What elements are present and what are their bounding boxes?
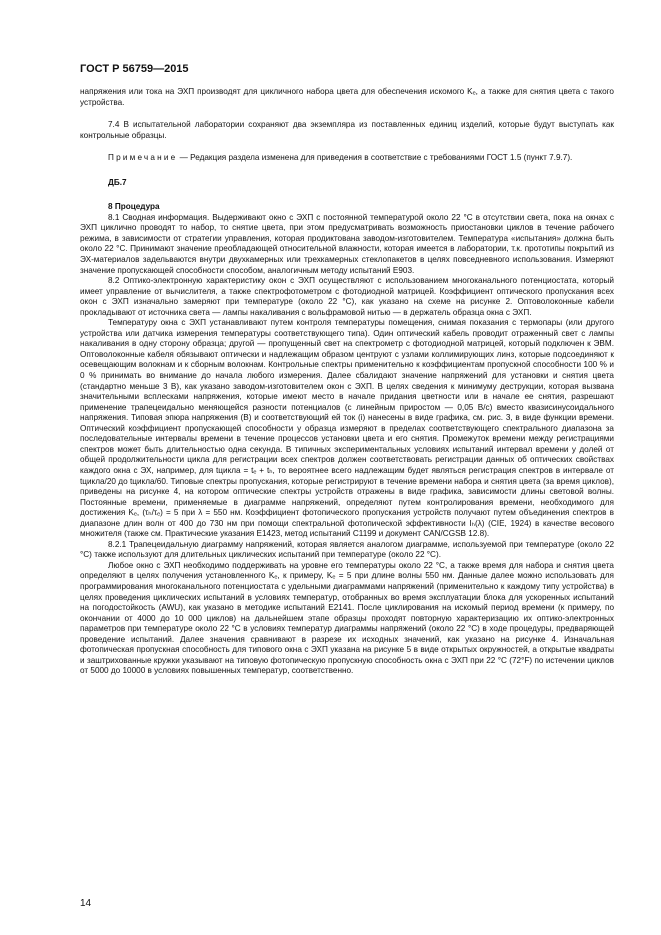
section-heading-procedure: 8 Процедура [108, 202, 160, 212]
paragraph-7-4: 7.4 В испытательной лаборатории сохраняют два экземпляра из поставленных единиц изделий, которые будут выступать как контрольные образцы. [80, 120, 614, 140]
page-header-standard-title: ГОСТ Р 56759—2015 [80, 63, 189, 75]
paragraph-8-2: 8.2 Оптико-электронную характеристику окон с ЭХП осуществляют с использованием многоканального потенциостата, который имеет управление от вычислителя, а также спектрофотометром с фотодиодной матрицей. Коэффициент оптического пропускания всех окон с ЭХП изначально замеряют при температуре (около 22 °С), как указано на схеме на рисунке 2. Оптоволоконные кабели прокладывают от источника света — лампы накаливания с вольфрамовой нитью — в держатель образца окна с ЭХП. [80, 276, 614, 317]
paragraph-8-2-1: 8.2.1 Трапецеидальную диаграмму напряжений, которая является аналогом диаграмме, используемой при температуре (около 22 °С) также используют для длительных циклических испытаний при температуре (около 22 °С). [80, 539, 614, 560]
document-body [80, 87, 614, 677]
page-number: 14 [80, 898, 92, 909]
paragraph-temperature: Температуру окна с ЭХП устанавливают путем контроля температуры помещения, снимая показания с термопары (или другого устройства или датчика измерения температуры соответствующего типа). Один оптический кабель проводит отраженный свет с лампы накаливания в одну сторону образца; другой — пропущенный свет на спектрометр с фотодиодной матрицей, который подключен к ЭВМ. Оптоволоконные кабеля обязывают оптически и надлежащим образом центруют с узлами коллимирующих линз, которые подсоединяют к осевещающим волокнам и к сборным волокнам. Контрольные спектры применительно к коэффициентам пропускной способности 100 % и 0 % принимать во внимание до начала любого измерения. Далее сбалидают значение напряжений для установки и снятия цвета (стандартно меньше 3 В), как указано заводом-изготовителем окон с ЭХП. В целях сведения к минимуму деструкции, которая вызвана значительными всплесками напряжения, которые имеют место в начале придания цветности или в начале ее снятия, разрешают применение трапецеидально меняющейся разности потенциалов (с линейным приростом — 0,05 В/с) вместо квазисинусоидального напряжения. Типовая эпюра напряжения (В) и соответствующий ей ток (i) нанесены в виде графика, см. рис. 3, в виде функции времени. Оптический коэффициент пропускающей способности у образца измеряют в пределах соответствующего спектрального диапазона за последовательные интервалы времени в течение процессов установки цвета и его снятия. Промежуток времени между регистрациями спектров может быть длительностью одна секунда. В типичных экспериментальных условиях испытаний интервал времени у долей от общей продолжительности цикла для регистрации всех спектров должен соответствовать регистрации данных об оптических свойствах каждого окна с ЭХ, например, для tцикла = tₑ + tₕ, то вероятнее всего надлежащим будет являться регистрация спектров в интервале от tцикла/20 до tцикла/60. Типовые спектры пропускания, которые регистрируют в течение времени набора и снятия цвета (за время циклов), приведены на рисунке 4, на котором оптические спектры устройств отражены в виде графика, зависимости длины световой волны. Постоянные времени, применяемые в диаграмме напряжений, определяют путем контролирования времени, необходимого для достижения Kₑ, (τₕ/τₑ) = 5 при λ = 550 нм. Коэффициент фотопического пропускания устройств получают путем объединения спектров в диапазоне длин волн от 400 до 730 нм при помощи спектральной фотопической эффективности Iₕ(λ) (CIE, 1924) в качестве весового множителя (также см. Практические указания E1423, метод испытаний C1199 и документ CAN/CGSB 12.8). [80, 318, 614, 539]
paragraph-continuation: напряжения или тока на ЭХП производят для цикличного набора цвета для обеспечения искомого Kₑ, а также для снятия цвета с такого устройства. [80, 87, 614, 107]
paragraph-cycling: Любое окно с ЭХП необходимо поддерживать на уровне его температуры около 22 °С, а также время для набора и снятия цвета определяют в целях получения установленного Kₑ, к примеру, Kₑ = 5 при длине волны 550 нм. Данные далее можно использовать для программирования многоканального потенциостата с удельными диаграммами напряжений (применительно к каждому типу устройства) в целях проведения циклических испытаний в условиях температур, отобранных во время эксплуатации блока для ускоренных испытаний на погодостойкость (AWU), как указано в методике испытаний E2141. После циклирования на искомый период времени (к примеру, по окончании от 4000 до 10 000 циклов) на дальнейшем этапе образцы проходят повторную характеризацию их оптико-электронных параметров при температуре около 22 °С в условиях температур диаграммы напряжений (около 22 °С) в ходе процедуры, предваряющей проведение испытаний. Далее значения сравнивают в разрезе их исходных значений, как указано на рисунке 4. Изначальная фотопическая пропускная способность для типового окна с ЭХП указана на рисунке 5 в виде открытых окружностей, а открытые квадраты и заштрихованные кружки указывают на типовую фотопическую пропускную способность окна с ЭХП при 22 °С (72°F) по истечении циклов от 5000 до 10000 в условиях повышенных температур, соответственно. [80, 560, 614, 676]
annex-subsection-heading: ДБ.7 [108, 177, 127, 187]
note-paragraph [80, 153, 614, 164]
note-label: Примечание [108, 153, 178, 163]
note-text: — Редакция раздела изменена для приведения в соответствие с требованиями ГОСТ 1.5 (пункт 7.9.7). [177, 153, 573, 163]
paragraph-8-1: 8.1 Сводная информация. Выдерживают окно с ЭХП с постоянной температурой около 22 °С в отсутствии света, пока на окнах с ЭХП циклично проводят то набор, то снятие цвета, при этом предусматривать возможность приостановки циклов в течение рабочего режима, в зависимости от стратегии управления, которая продиктована заводом-изготовителем. Температура «испытания» должна быть около 22 °С. Принимают значение преобладающей относительной влажности, которая имеется в лаборатории, т.к. прототипы покрытий из ЭХ-материалов задельваются внутри двухкамерных или трехкамерных стеклопакетов в целях повседневного использования. Измеряют значение пропускающей способности способом, аналогичным методу испытаний E903. [80, 212, 614, 275]
